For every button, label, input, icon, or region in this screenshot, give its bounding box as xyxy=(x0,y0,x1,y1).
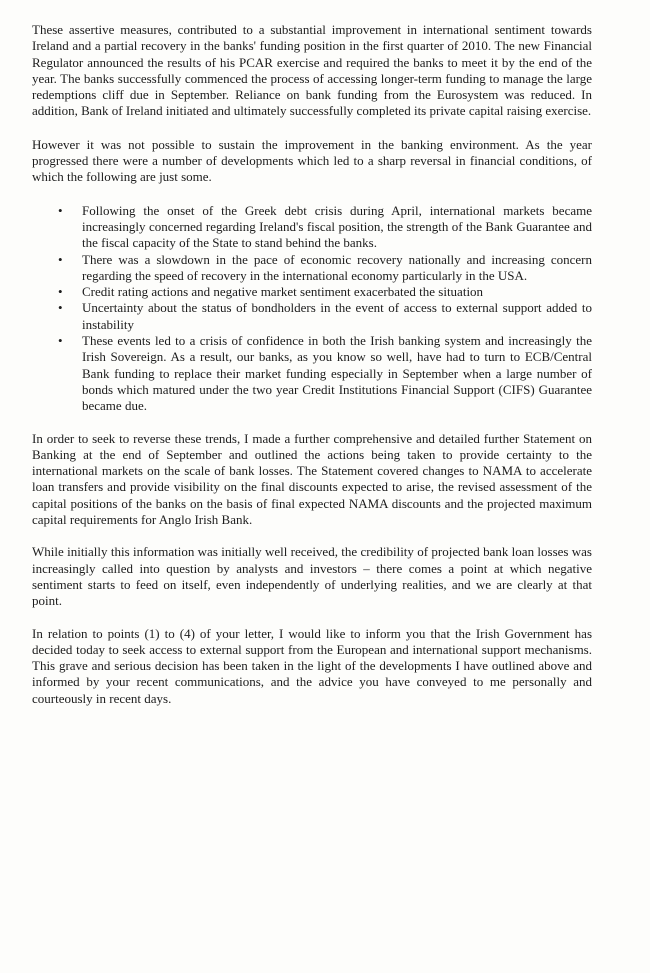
paragraph-reversal: However it was not possible to sustain the improvement in the banking environment. As the year progressed there were a number of developments which led to a sharp reversal in financial conditions, of which the following are just some. xyxy=(32,136,592,185)
list-item-text: Following the onset of the Greek debt crisis during April, international markets became increasingly concerned regarding Ireland's fiscal position, the strength of the Bank Guarantee and the fiscal capacity of the State to stand behind the banks. xyxy=(82,202,592,251)
list-item xyxy=(58,284,592,300)
list-item-text: These events led to a crisis of confidence in both the Irish banking system and increasingly the Irish Sovereign. As a result, our banks, as you know so well, have had to turn to ECB/Central Bank funding to replace their market funding especially in September when a large number of bonds which matured under the two year Credit Institutions Financial Support (CIFS) Guarantee became due. xyxy=(82,333,592,414)
bullet-icon: • xyxy=(58,333,63,349)
list-item xyxy=(58,202,592,252)
paragraph-external-support: In relation to points (1) to (4) of your letter, I would like to inform you that the Irish Government has decided today to seek access to external support from the European and international support mechanisms. This grave and serious decision has been taken in the light of the developments I have outlined above and informed by your recent communications, and the advice you have conveyed to me personally and courteously in recent days. xyxy=(32,625,592,706)
bullet-icon: • xyxy=(58,251,63,267)
list-item xyxy=(58,333,592,414)
paragraph-credibility: While initially this information was initially well received, the credibility of projected bank loan losses was increasingly called into question by analysts and investors – there comes a point at which negative sentiment starts to feed on itself, even independently of underlying realities, and we are clearly at that point. xyxy=(32,544,592,609)
bullet-icon: • xyxy=(58,202,63,218)
developments-list xyxy=(32,203,592,415)
bullet-icon: • xyxy=(58,300,63,316)
list-item-text: There was a slowdown in the pace of economic recovery nationally and increasing concern regarding the speed of recovery in the international economy particularly in the USA. xyxy=(82,251,592,283)
list-item-text: Uncertainty about the status of bondholders in the event of access to external support added to instability xyxy=(82,300,592,332)
list-item-text: Credit rating actions and negative market sentiment exacerbated the situation xyxy=(82,284,484,300)
paragraph-statement-on-banking: In order to seek to reverse these trends, I made a further comprehensive and detailed further Statement on Banking at the end of September and outlined the actions being taken to provide certainty to the international markets on the scale of bank losses. The Statement covered changes to NAMA to accelerate loan transfers and provide visibility on the final discounts expected to arise, the revised assessment of the capital positions of the banks on the basis of final expected NAMA discounts and the projected maximum capital requirements for Anglo Irish Bank. xyxy=(32,430,592,528)
list-item xyxy=(58,300,592,333)
paragraph-measures: These assertive measures, contributed to a substantial improvement in international sentiment towards Ireland and a partial recovery in the banks' funding position in the first quarter of 2010. The new Financial Regulator announced the results of his PCAR exercise and required the banks to meet it by the end of the year. The banks successfully commenced the process of accessing longer-term funding to manage the large redemptions cliff due in September. Reliance on bank funding from the Eurosystem was reduced. In addition, Bank of Ireland initiated and ultimately successfully completed its private capital raising exercise. xyxy=(32,22,592,119)
list-item xyxy=(58,251,592,285)
bullet-icon: • xyxy=(58,284,63,300)
